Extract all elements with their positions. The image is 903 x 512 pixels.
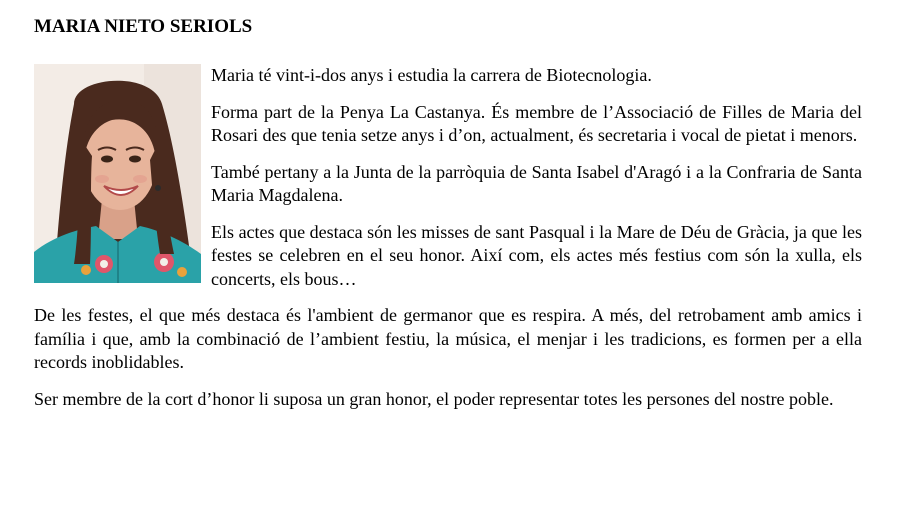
portrait-illustration xyxy=(34,64,201,283)
paragraph-honor: Ser membre de la cort d’honor li suposa un gran honor, el poder representar totes les persones del nostre poble. xyxy=(34,388,834,409)
person-name: MARIA NIETO SERIOLS xyxy=(34,16,253,37)
paragraph-events: Els actes que destaca són les misses de sant Pasqual i la Mare de Déu de Gràcia, ja que les festes se celebren en el seu honor. Així com, els actes més festius com són la xulla, els concerts, els bous… xyxy=(211,221,862,289)
paragraph-festivities: De les festes, el que més destaca és l'ambient de germanor que es respira. A més, del retrobament amb amics i família i que, amb la combinació de l’ambient festiu, la música, el menjar i les tradicions, es formen per a ella records inoblidables. xyxy=(34,305,862,372)
paragraph-parish: També pertany a la Junta de la parròquia de Santa Isabel d'Aragó i a la Confraria de Santa Maria Magdalena. xyxy=(211,161,862,205)
portrait-photo xyxy=(34,64,201,283)
paragraph-intro: Maria té vint-i-dos anys i estudia la carrera de Biotecnologia. xyxy=(211,65,652,85)
profile-page xyxy=(34,0,862,424)
biography xyxy=(34,64,862,411)
paragraph-associations: Forma part de la Penya La Castanya. És membre de l’Associació de Filles de Maria del Rosari des que tenia setze anys i d’on, actualment, és secretaria i vocal de pietat i menors. xyxy=(211,101,862,145)
